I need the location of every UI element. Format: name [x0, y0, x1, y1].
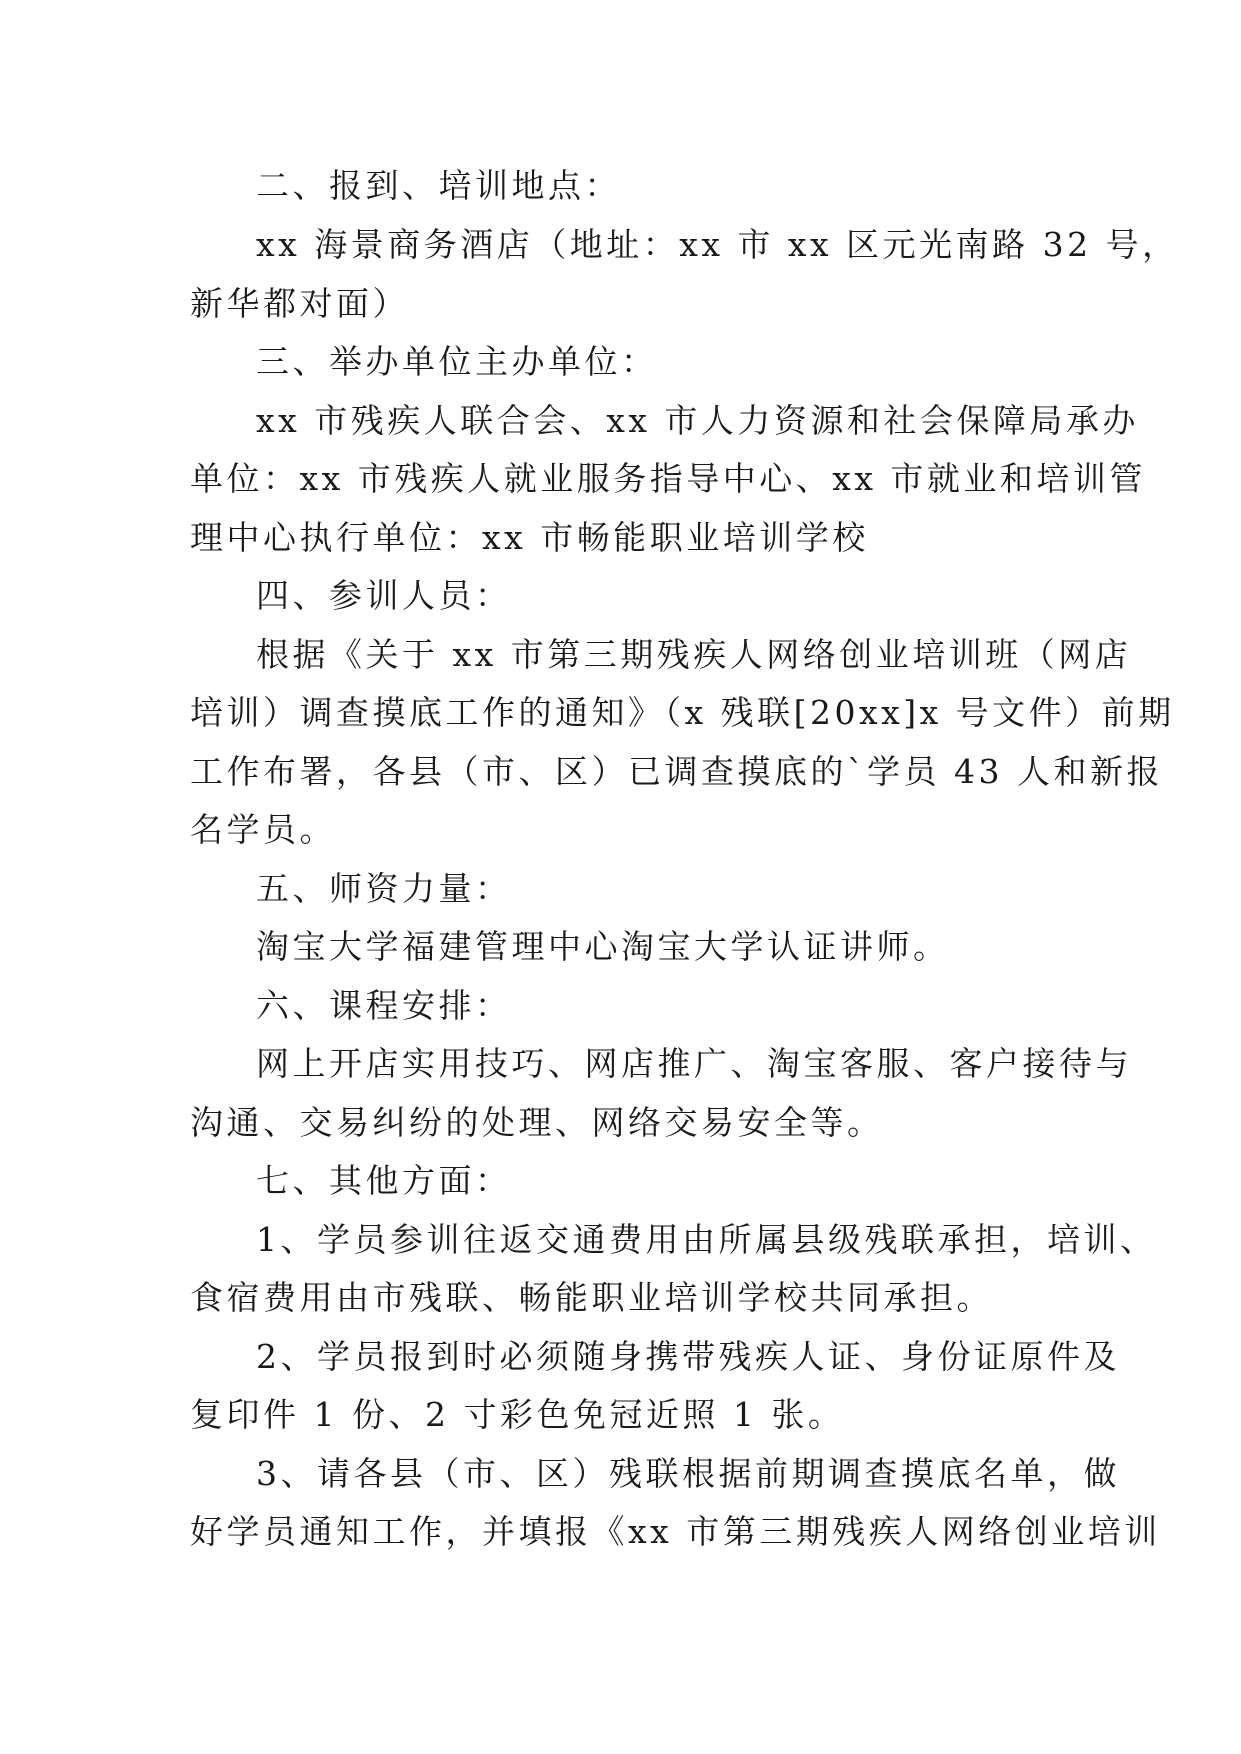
paragraph-line: 网上开店实用技巧、网店推广、淘宝客服、客户接待与 [256, 1044, 1132, 1083]
list-item-line: 复印件 1 份、2 寸彩色免冠近照 1 张。 [190, 1395, 845, 1434]
list-item-line: 好学员通知工作，并填报《xx 市第三期残疾人网络创业培训 [190, 1512, 1161, 1551]
paragraph-line: xx 海景商务酒店（地址：xx 市 xx 区元光南路 32 号， [256, 225, 1179, 264]
paragraph-line: 根据《关于 xx 市第三期残疾人网络创业培训班（网店 [256, 635, 1132, 674]
list-item-line: 3、请各县（市、区）残联根据前期调查摸底名单，做 [256, 1454, 1120, 1493]
paragraph-line: 工作布署，各县（市、区）已调查摸底的`学员 43 人和新报 [190, 752, 1163, 791]
paragraph-line: 新华都对面） [190, 284, 409, 323]
paragraph-line: 名学员。 [190, 810, 336, 849]
paragraph-line: 沟通、交易纠纷的处理、网络交易安全等。 [190, 1103, 884, 1142]
section-heading-organizers: 三、举办单位主办单位： [256, 342, 658, 381]
list-item-line: 1、学员参训往返交通费用由所属县级残联承担，培训、 [256, 1220, 1157, 1259]
section-heading-venue: 二、报到、培训地点： [256, 166, 621, 205]
section-heading-participants: 四、参训人员： [256, 576, 512, 615]
paragraph-line: 培训）调查摸底工作的通知》（x 残联[20xx]x 号文件）前期 [190, 693, 1175, 732]
section-heading-other: 七、其他方面： [256, 1161, 512, 1200]
paragraph-line: xx 市残疾人联合会、xx 市人力资源和社会保障局承办 [256, 401, 1139, 440]
list-item-line: 食宿费用由市残联、畅能职业培训学校共同承担。 [190, 1278, 993, 1317]
section-heading-faculty: 五、师资力量： [256, 869, 512, 908]
paragraph-line: 理中心执行单位：xx 市畅能职业培训学校 [190, 518, 869, 557]
paragraph-line: 单位：xx 市残疾人就业服务指导中心、xx 市就业和培训管 [190, 459, 1146, 498]
paragraph-line: 淘宝大学福建管理中心淘宝大学认证讲师。 [256, 927, 950, 966]
section-heading-curriculum: 六、课程安排： [256, 986, 512, 1025]
list-item-line: 2、学员报到时必须随身携带残疾人证、身份证原件及 [256, 1337, 1120, 1376]
